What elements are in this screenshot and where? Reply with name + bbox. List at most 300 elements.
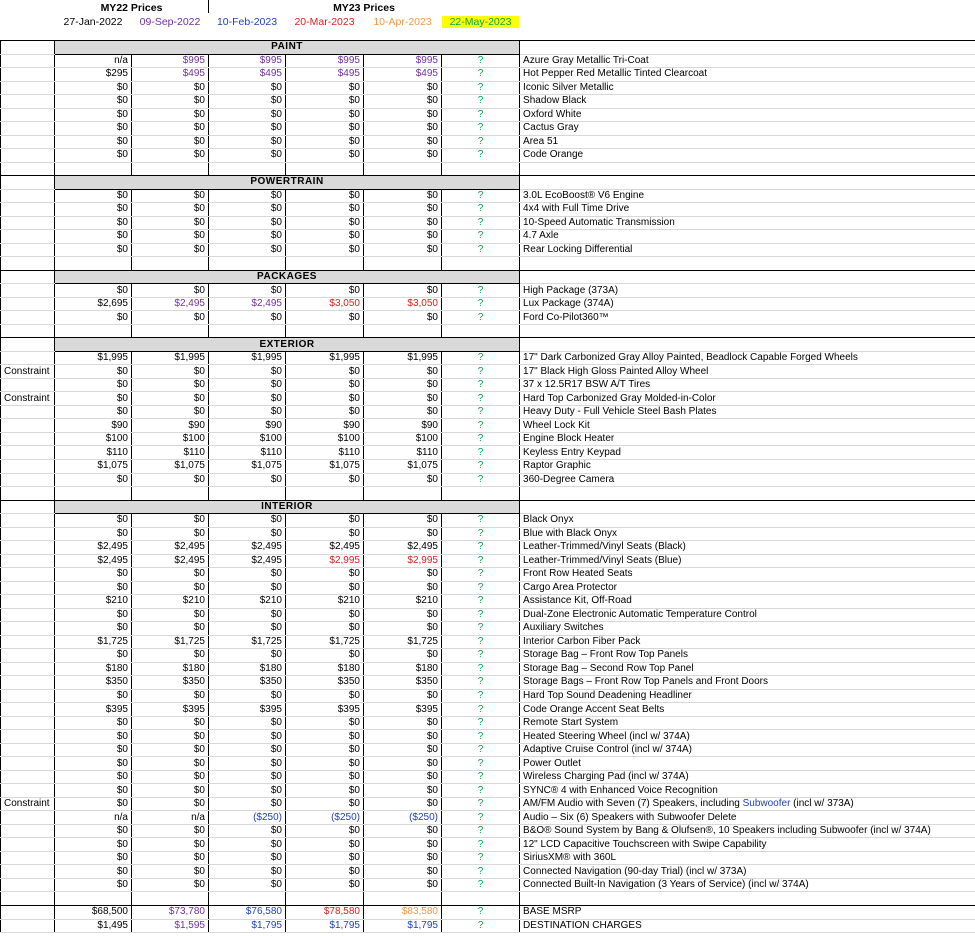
price-cell: $0	[364, 797, 442, 811]
price-cell: $0	[364, 216, 442, 230]
description-cell: Audio – Six (6) Speakers with Subwoofer Delete	[520, 811, 975, 825]
new-price-cell: ?	[442, 203, 520, 217]
table-row	[1, 203, 975, 217]
price-cell: $90	[286, 419, 364, 433]
price-cell: $0	[132, 95, 209, 109]
price-cell: $0	[209, 203, 286, 217]
price-cell: $0	[209, 784, 286, 798]
price-cell: $0	[55, 689, 132, 703]
price-cell: $0	[286, 838, 364, 852]
price-cell: $1,725	[55, 635, 132, 649]
new-price-cell: ?	[442, 770, 520, 784]
spacer-row	[1, 892, 975, 906]
description-cell: Connected Navigation (90-day Trial) (incl w/ 373A)	[520, 865, 975, 879]
new-price-cell: ?	[442, 554, 520, 568]
price-cell: $0	[55, 122, 132, 136]
new-price-cell: ?	[442, 784, 520, 798]
price-cell: $0	[286, 649, 364, 663]
price-cell: $0	[286, 851, 364, 865]
new-price-cell: ?	[442, 149, 520, 163]
price-cell: $110	[209, 446, 286, 460]
table-row	[1, 514, 975, 528]
constraint-cell	[1, 703, 55, 717]
table-row	[1, 459, 975, 473]
price-cell: $0	[132, 284, 209, 298]
constraint-cell	[1, 811, 55, 825]
price-cell: $100	[286, 432, 364, 446]
description-cell: 360-Degree Camera	[520, 473, 975, 487]
description-cell: Auxiliary Switches	[520, 622, 975, 636]
table-row	[1, 676, 975, 690]
price-cell: $395	[286, 703, 364, 717]
constraint-cell	[1, 770, 55, 784]
section-header-row	[1, 270, 975, 284]
price-cell: $395	[209, 703, 286, 717]
constraint-cell	[1, 541, 55, 555]
price-cell: $0	[132, 581, 209, 595]
price-cell: $1,795	[364, 919, 442, 933]
empty-cell	[209, 487, 286, 501]
description-cell: Wheel Lock Kit	[520, 419, 975, 433]
price-cell: $90	[55, 419, 132, 433]
empty-cell	[132, 162, 209, 176]
description-cell: Iconic Silver Metallic	[520, 81, 975, 95]
price-cell: $0	[55, 865, 132, 879]
price-cell: $0	[209, 716, 286, 730]
empty-cell	[209, 257, 286, 271]
section-title: PACKAGES	[55, 270, 520, 284]
empty-cell	[286, 162, 364, 176]
constraint-cell	[1, 649, 55, 663]
price-cell: $1,075	[55, 459, 132, 473]
price-cell: $0	[55, 378, 132, 392]
spacer-row	[1, 257, 975, 271]
table-row	[1, 838, 975, 852]
constraint-cell	[1, 757, 55, 771]
price-cell: $0	[55, 189, 132, 203]
price-cell: $180	[55, 662, 132, 676]
new-price-cell: ?	[442, 243, 520, 257]
price-cell: $0	[132, 122, 209, 136]
price-cell: $1,995	[55, 351, 132, 365]
price-cell: $0	[209, 865, 286, 879]
table-row	[1, 135, 975, 149]
price-cell: $0	[55, 243, 132, 257]
description-cell: Code Orange Accent Seat Belts	[520, 703, 975, 717]
description-cell: Heavy Duty - Full Vehicle Steel Bash Plates	[520, 405, 975, 419]
price-cell: $0	[55, 878, 132, 892]
description-cell: Storage Bags – Front Row Top Panels and Front Doors	[520, 676, 975, 690]
section-title: INTERIOR	[55, 500, 520, 514]
constraint-cell	[1, 608, 55, 622]
my22-prices-label: MY22 Prices	[100, 2, 163, 14]
new-price-cell: ?	[442, 514, 520, 528]
price-cell: $0	[55, 649, 132, 663]
price-cell: $0	[55, 851, 132, 865]
section-spacer	[520, 338, 975, 352]
price-cell: $0	[364, 743, 442, 757]
price-cell: $0	[286, 824, 364, 838]
table-row	[1, 351, 975, 365]
description-cell: Front Row Heated Seats	[520, 568, 975, 582]
price-cell: $0	[55, 365, 132, 379]
constraint-cell	[1, 459, 55, 473]
description-cell: Heated Steering Wheel (incl w/ 374A)	[520, 730, 975, 744]
constraint-cell	[1, 865, 55, 879]
price-cell: $0	[286, 378, 364, 392]
price-cell: $0	[132, 378, 209, 392]
new-price-cell: ?	[442, 527, 520, 541]
price-cell: $0	[209, 311, 286, 325]
price-cell: $180	[286, 662, 364, 676]
new-price-cell: ?	[442, 919, 520, 933]
price-cell: $0	[209, 514, 286, 528]
price-cell: $0	[364, 865, 442, 879]
date-header-1: 27-Jan-2022	[63, 16, 123, 28]
table-row	[1, 689, 975, 703]
price-cell: $0	[209, 608, 286, 622]
price-cell: $1,075	[286, 459, 364, 473]
description-cell: SiriusXM® with 360L	[520, 851, 975, 865]
empty-cell	[1, 324, 55, 338]
price-cell: $0	[209, 649, 286, 663]
new-price-cell: ?	[442, 878, 520, 892]
price-cell: $995	[364, 54, 442, 68]
table-row	[1, 149, 975, 163]
description-cell: Storage Bag – Second Row Top Panel	[520, 662, 975, 676]
price-cell: $76,580	[209, 906, 286, 920]
constraint-cell	[1, 730, 55, 744]
empty-cell	[520, 257, 975, 271]
price-cell: $0	[209, 392, 286, 406]
section-spacer	[1, 176, 55, 190]
constraint-cell	[1, 689, 55, 703]
price-cell: n/a	[55, 54, 132, 68]
constraint-cell	[1, 149, 55, 163]
empty-cell	[364, 487, 442, 501]
constraint-cell	[1, 378, 55, 392]
table-row	[1, 554, 975, 568]
price-cell: $0	[286, 757, 364, 771]
price-cell: $0	[286, 189, 364, 203]
price-cell: $2,495	[132, 541, 209, 555]
description-cell: Engine Block Heater	[520, 432, 975, 446]
price-cell: $0	[364, 838, 442, 852]
section-spacer	[1, 270, 55, 284]
empty-cell	[442, 487, 520, 501]
table-row	[1, 54, 975, 68]
description-cell: 10-Speed Automatic Transmission	[520, 216, 975, 230]
new-price-cell: ?	[442, 446, 520, 460]
table-row	[1, 757, 975, 771]
description-cell: BASE MSRP	[520, 906, 975, 920]
table-row	[1, 81, 975, 95]
description-cell: 37 x 12.5R17 BSW A/T Tires	[520, 378, 975, 392]
price-cell: $0	[55, 838, 132, 852]
table-row	[1, 743, 975, 757]
price-cell: $0	[364, 95, 442, 109]
price-cell: $0	[364, 824, 442, 838]
new-price-cell: ?	[442, 838, 520, 852]
table-row	[1, 108, 975, 122]
table-row	[1, 649, 975, 663]
price-cell: $0	[209, 797, 286, 811]
price-cell: $0	[55, 581, 132, 595]
price-cell: $0	[364, 392, 442, 406]
price-cell: $0	[132, 743, 209, 757]
description-cell: Remote Start System	[520, 716, 975, 730]
table-row	[1, 851, 975, 865]
price-cell: $1,795	[209, 919, 286, 933]
price-cell: $0	[364, 757, 442, 771]
empty-cell	[132, 892, 209, 906]
price-cell: n/a	[55, 811, 132, 825]
section-header-row	[1, 41, 975, 55]
price-cell: $180	[364, 662, 442, 676]
table-row	[1, 243, 975, 257]
price-cell: $0	[364, 365, 442, 379]
price-cell: $0	[286, 135, 364, 149]
new-price-cell: ?	[442, 392, 520, 406]
constraint-cell	[1, 419, 55, 433]
price-cell: $0	[55, 608, 132, 622]
price-cell: $0	[132, 216, 209, 230]
price-cell: $0	[132, 797, 209, 811]
date-header-5: 10-Apr-2023	[373, 16, 432, 28]
constraint-cell	[1, 851, 55, 865]
price-cell: $0	[364, 622, 442, 636]
price-cell: $0	[286, 581, 364, 595]
new-price-cell: ?	[442, 865, 520, 879]
price-cell: $0	[55, 216, 132, 230]
price-cell: $0	[209, 622, 286, 636]
price-cell: $2,495	[364, 541, 442, 555]
new-price-cell: ?	[442, 284, 520, 298]
description-highlight: Subwoofer	[742, 798, 791, 810]
price-cell: $0	[132, 149, 209, 163]
section-header-row	[1, 338, 975, 352]
price-cell: $0	[55, 108, 132, 122]
constraint-cell	[1, 824, 55, 838]
price-cell: $995	[209, 54, 286, 68]
price-cell: $0	[209, 108, 286, 122]
description-cell: 17" Dark Carbonized Gray Alloy Painted, Beadlock Capable Forged Wheels	[520, 351, 975, 365]
section-spacer	[520, 270, 975, 284]
price-cell: $1,725	[286, 635, 364, 649]
new-price-cell: ?	[442, 108, 520, 122]
price-cell: $0	[364, 203, 442, 217]
description-cell: SYNC® 4 with Enhanced Voice Recognition	[520, 784, 975, 798]
description-cell: Storage Bag – Front Row Top Panels	[520, 649, 975, 663]
price-cell: $0	[132, 108, 209, 122]
description-cell: B&O® Sound System by Bang & Olufsen®, 10 Speakers including Subwoofer (incl w/ 374A)	[520, 824, 975, 838]
constraint-cell	[1, 716, 55, 730]
price-cell: $0	[132, 716, 209, 730]
description-cell: 4x4 with Full Time Drive	[520, 203, 975, 217]
description-cell: 12" LCD Capacitive Touchscreen with Swipe Capability	[520, 838, 975, 852]
constraint-cell	[1, 446, 55, 460]
price-cell: $0	[132, 189, 209, 203]
table-row	[1, 311, 975, 325]
constraint-cell	[1, 351, 55, 365]
new-price-cell: ?	[442, 716, 520, 730]
new-price-cell: ?	[442, 635, 520, 649]
price-cell: $0	[209, 189, 286, 203]
price-cell: $0	[364, 581, 442, 595]
price-cell: $0	[286, 689, 364, 703]
new-price-cell: ?	[442, 297, 520, 311]
price-cell: $0	[286, 108, 364, 122]
price-cell: $0	[132, 878, 209, 892]
price-cell: $1,995	[209, 351, 286, 365]
price-cell: $0	[364, 730, 442, 744]
description-cell: Assistance Kit, Off-Road	[520, 595, 975, 609]
empty-cell	[286, 257, 364, 271]
price-cell: $0	[55, 203, 132, 217]
price-cell: $1,725	[364, 635, 442, 649]
price-cell: $0	[209, 473, 286, 487]
new-price-cell: ?	[442, 459, 520, 473]
price-cell: $0	[132, 473, 209, 487]
price-cell: $0	[286, 243, 364, 257]
constraint-cell: Constraint	[1, 797, 55, 811]
description-cell: Code Orange	[520, 149, 975, 163]
price-cell: $495	[209, 68, 286, 82]
price-cell: $0	[209, 770, 286, 784]
description-cell: Connected Built-In Navigation (3 Years of Service) (incl w/ 374A)	[520, 878, 975, 892]
section-spacer	[1, 338, 55, 352]
constraint-cell	[1, 68, 55, 82]
constraint-cell	[1, 135, 55, 149]
price-cell: $0	[209, 851, 286, 865]
table-row	[1, 595, 975, 609]
empty-cell	[442, 324, 520, 338]
constraint-cell	[1, 906, 55, 920]
new-price-cell: ?	[442, 378, 520, 392]
price-cell: $0	[286, 284, 364, 298]
price-cell: $0	[286, 405, 364, 419]
empty-cell	[209, 324, 286, 338]
constraint-cell	[1, 108, 55, 122]
description-cell: Interior Carbon Fiber Pack	[520, 635, 975, 649]
empty-cell	[132, 257, 209, 271]
constraint-cell	[1, 581, 55, 595]
empty-cell	[286, 324, 364, 338]
price-cell: $2,495	[132, 554, 209, 568]
constraint-cell	[1, 284, 55, 298]
price-cell: $110	[132, 446, 209, 460]
price-cell: $0	[286, 865, 364, 879]
new-price-cell: ?	[442, 473, 520, 487]
price-cell: $0	[55, 568, 132, 582]
price-cell: $100	[55, 432, 132, 446]
description-cell: Area 51	[520, 135, 975, 149]
table-row	[1, 230, 975, 244]
price-cell: $0	[286, 878, 364, 892]
price-cell: $0	[209, 216, 286, 230]
empty-cell	[364, 162, 442, 176]
empty-cell	[132, 324, 209, 338]
price-cell: $2,495	[209, 297, 286, 311]
description-cell: Shadow Black	[520, 95, 975, 109]
price-cell: $0	[132, 203, 209, 217]
date-header-6: 22-May-2023	[442, 16, 519, 28]
price-cell: $495	[286, 68, 364, 82]
price-cell: $0	[132, 405, 209, 419]
description-cell: Ford Co-Pilot360™	[520, 311, 975, 325]
empty-cell	[520, 487, 975, 501]
price-cell: $295	[55, 68, 132, 82]
constraint-cell	[1, 311, 55, 325]
new-price-cell: ?	[442, 622, 520, 636]
new-price-cell: ?	[442, 405, 520, 419]
price-cell: $110	[55, 446, 132, 460]
empty-cell	[286, 892, 364, 906]
new-price-cell: ?	[442, 811, 520, 825]
price-cell: $0	[286, 365, 364, 379]
constraint-cell	[1, 473, 55, 487]
price-cell: $2,495	[132, 297, 209, 311]
new-price-cell: ?	[442, 189, 520, 203]
price-cell: $0	[209, 81, 286, 95]
price-cell: $210	[364, 595, 442, 609]
description-cell: DESTINATION CHARGES	[520, 919, 975, 933]
new-price-cell: ?	[442, 851, 520, 865]
constraint-cell	[1, 743, 55, 757]
new-price-cell: ?	[442, 824, 520, 838]
table-row	[1, 432, 975, 446]
price-cell: $350	[209, 676, 286, 690]
price-cell: $0	[364, 108, 442, 122]
price-cell: $0	[55, 622, 132, 636]
price-cell: $0	[132, 824, 209, 838]
price-cell: $0	[364, 135, 442, 149]
price-cell: $0	[286, 216, 364, 230]
price-cell: $0	[364, 405, 442, 419]
table-row	[1, 473, 975, 487]
constraint-cell	[1, 878, 55, 892]
constraint-cell	[1, 635, 55, 649]
empty-cell	[364, 892, 442, 906]
empty-cell	[1, 892, 55, 906]
price-cell: $0	[55, 392, 132, 406]
price-cell: $90	[209, 419, 286, 433]
table-row	[1, 906, 975, 920]
price-cell: $1,995	[286, 351, 364, 365]
price-cell: ($250)	[364, 811, 442, 825]
column-header	[0, 0, 975, 32]
table-row	[1, 811, 975, 825]
price-cell: $0	[132, 838, 209, 852]
new-price-cell: ?	[442, 541, 520, 555]
empty-cell	[286, 487, 364, 501]
empty-cell	[55, 324, 132, 338]
price-cell: $1,725	[209, 635, 286, 649]
price-cell: $0	[364, 189, 442, 203]
price-cell: $0	[209, 838, 286, 852]
price-cell: $180	[209, 662, 286, 676]
empty-cell	[1, 257, 55, 271]
section-spacer	[1, 500, 55, 514]
price-cell: $0	[209, 824, 286, 838]
price-cell: $110	[286, 446, 364, 460]
table-row	[1, 797, 975, 811]
table-row	[1, 189, 975, 203]
table-row	[1, 878, 975, 892]
table-row	[1, 608, 975, 622]
price-cell: $0	[132, 784, 209, 798]
price-cell: $0	[209, 122, 286, 136]
